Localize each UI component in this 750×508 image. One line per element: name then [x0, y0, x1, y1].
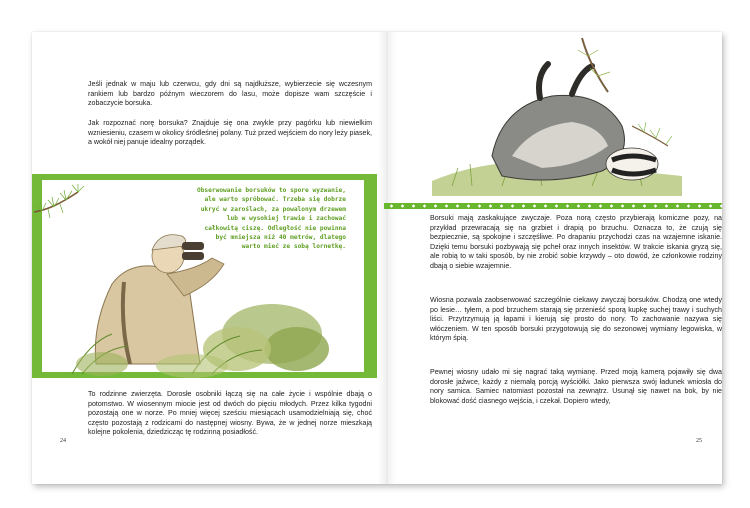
right-paragraph-2: Wiosna pozwala zaobserwować szczególnie ciekawy zwyczaj borsuków. Chodzą one wtedy po lesie… tyłem, a pod brzuchem starają się przenieść sporą kupkę suchej trawy i suchych liści. Przytrzymują ją łapami i kierują się prosto do nory. To zachowanie nazywa się włóczeniem. W ten sposób borsuki przygotowują się do sezonowej wymiany legowiska, w którym śpią.: [430, 296, 722, 343]
book-gutter: [378, 32, 396, 484]
right-decorative-strip: [384, 203, 722, 209]
right-page-number: 25: [696, 438, 702, 444]
book-spread: [32, 32, 722, 484]
left-paragraph-3: To rodzinne zwierzęta. Dorosłe osobniki łączą się na całe życie i wspólnie dbają o potomstwo. W wiosennym miocie jest od dwóch do pięciu młodych. Przez kilka tygodni pozostają one w norze. Po mniej więcej sześciu miesiącach usamodzielniają się, choć często pozostają z rodzicami do następnej wiosny. Bywa, że w jednej norze mieszkają kolejne pokolenia, dziedzicząc tę rodzinną posiadłość.: [88, 390, 372, 437]
right-paragraph-3: Pewnej wiosny udało mi się nagrać taką wymianę. Przed moją kamerą pojawiły się dwa dorosłe jaźwce, każdy z niemałą porcją wyściółki. Jako pierwsza swój ładunek wniosła do nory samica. Samiec natomiast pozostał na zewnątrz. Usunął się nawet na bok, by nie blokować dość ciasnego wejścia, i czekał. Dopiero wtedy,: [430, 368, 722, 405]
left-paragraph-2: Jak rozpoznać norę borsuka? Znajduje się ona zwykle przy pagórku lub niewielkim wzniesieniu, czasem w okolicy śródleśnej polany. Tuż przed wejściem do nory leży piasek, a wokół niej panuje idealny porządek.: [88, 119, 372, 147]
badger-on-back-illustration: [432, 36, 682, 196]
right-paragraph-1: Borsuki mają zaskakujące zwyczaje. Poza norą często przybierają komiczne pozy, na przykład przewracają się na grzbiet i drapią po brzuchu. Oznacza to, że czują się bezpiecznie, są spokojne i szczęśliwe. Po drapaniu przychodzi czas na wzajemne iskanie. Dzięki temu borsuki pozbywają się pcheł oraz innych insektów. W trakcie iskania gryzą się, ale robią to w taki sposób, by nie zrobić sobie krzywdy – oto dowód, że członkowie rodziny dbają o siebie wzajemnie.: [430, 214, 722, 270]
left-paragraph-1: Jeśli jednak w maju lub czerwcu, gdy dni są najdłuższe, wybierzecie się wczesnym rankiem lub bardzo późnym wieczorem do lasu, może dopisze wam szczęście i zobaczycie borsuka.: [88, 80, 372, 108]
observation-callout: Obserwowanie borsuków to spore wyzwanie, ale warto spróbować. Trzeba się dobrze ukryć w zaroślach, za powalonym drzewem lub w wysokiej trawie i zachować całkowitą ciszę. Odległość nie powinna być mniejsza niż 40 metrów, dlatego warto mieć ze sobą lornetkę.: [196, 187, 346, 251]
left-page-number: 24: [60, 438, 66, 444]
